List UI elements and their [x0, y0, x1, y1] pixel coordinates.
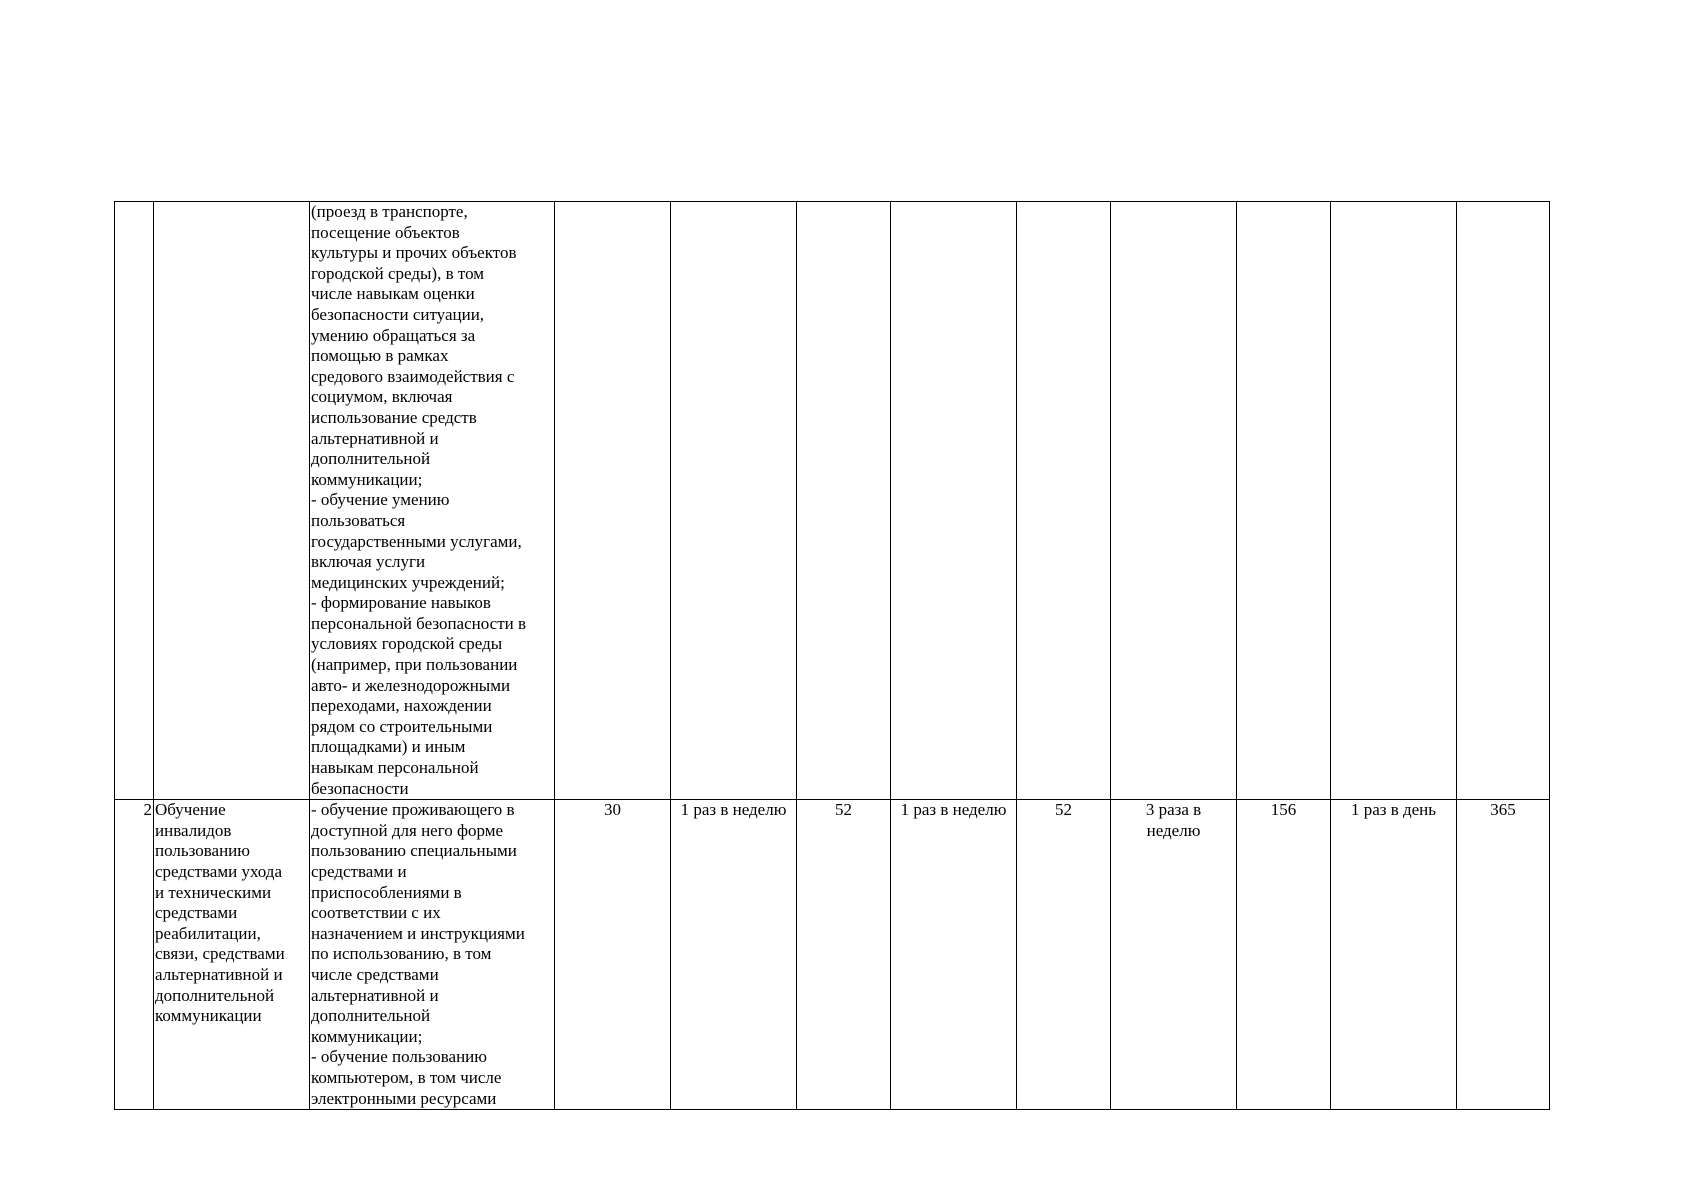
- value-cell: 52: [797, 800, 891, 1110]
- service-name-cell: Обучение инвалидов пользованию средствами ухода и техническими средствами реабилитации, связи, средствами альтернативной и дополнительной коммуникации: [154, 800, 310, 1110]
- service-name-cell: [154, 202, 310, 800]
- value-cell: [555, 202, 671, 800]
- value-cell: [797, 202, 891, 800]
- service-description-cell: - обучение проживающего в доступной для него форме пользованию специальными средствами и приспособлениями в соответствии с их назначением и инструкциями по использованию, в том числе средствами альтернативной и дополнительной коммуникации; - обучение пользованию компьютером, в том числе электронными ресурсами: [310, 800, 555, 1110]
- frequency-cell: [1331, 202, 1457, 800]
- frequency-cell: 1 раз в день: [1331, 800, 1457, 1110]
- value-cell: 52: [1017, 800, 1111, 1110]
- value-cell: [1017, 202, 1111, 800]
- value-cell: 365: [1457, 800, 1550, 1110]
- frequency-cell: [1111, 202, 1237, 800]
- value-cell: [1457, 202, 1550, 800]
- frequency-cell: [671, 202, 797, 800]
- service-description-cell: (проезд в транспорте, посещение объектов культуры и прочих объектов городской среды), в том числе навыкам оценки безопасности ситуации, умению обращаться за помощью в рамках средового взаимодействия с социумом, включая использование средств альтернативной и дополнительной коммуникации; - обучение умению пользоваться государственными услугами, включая услуги медицинских учреждений; - формирование навыков персональной безопасности в условиях городской среды (например, при пользовании авто- и железнодорожными переходами, нахождении рядом со строительными площадками) и иным навыкам персональной безопасности: [310, 202, 555, 800]
- table-row: [115, 202, 1550, 800]
- frequency-cell: 1 раз в неделю: [891, 800, 1017, 1110]
- frequency-cell: 3 раза в неделю: [1111, 800, 1237, 1110]
- value-cell: 30: [555, 800, 671, 1110]
- value-cell: [1237, 202, 1331, 800]
- services-table: [114, 201, 1550, 1110]
- row-number-cell: [115, 202, 154, 800]
- frequency-cell: [891, 202, 1017, 800]
- value-cell: 156: [1237, 800, 1331, 1110]
- row-number-cell: 2: [115, 800, 154, 1110]
- table-row: [115, 800, 1550, 1110]
- frequency-cell: 1 раз в неделю: [671, 800, 797, 1110]
